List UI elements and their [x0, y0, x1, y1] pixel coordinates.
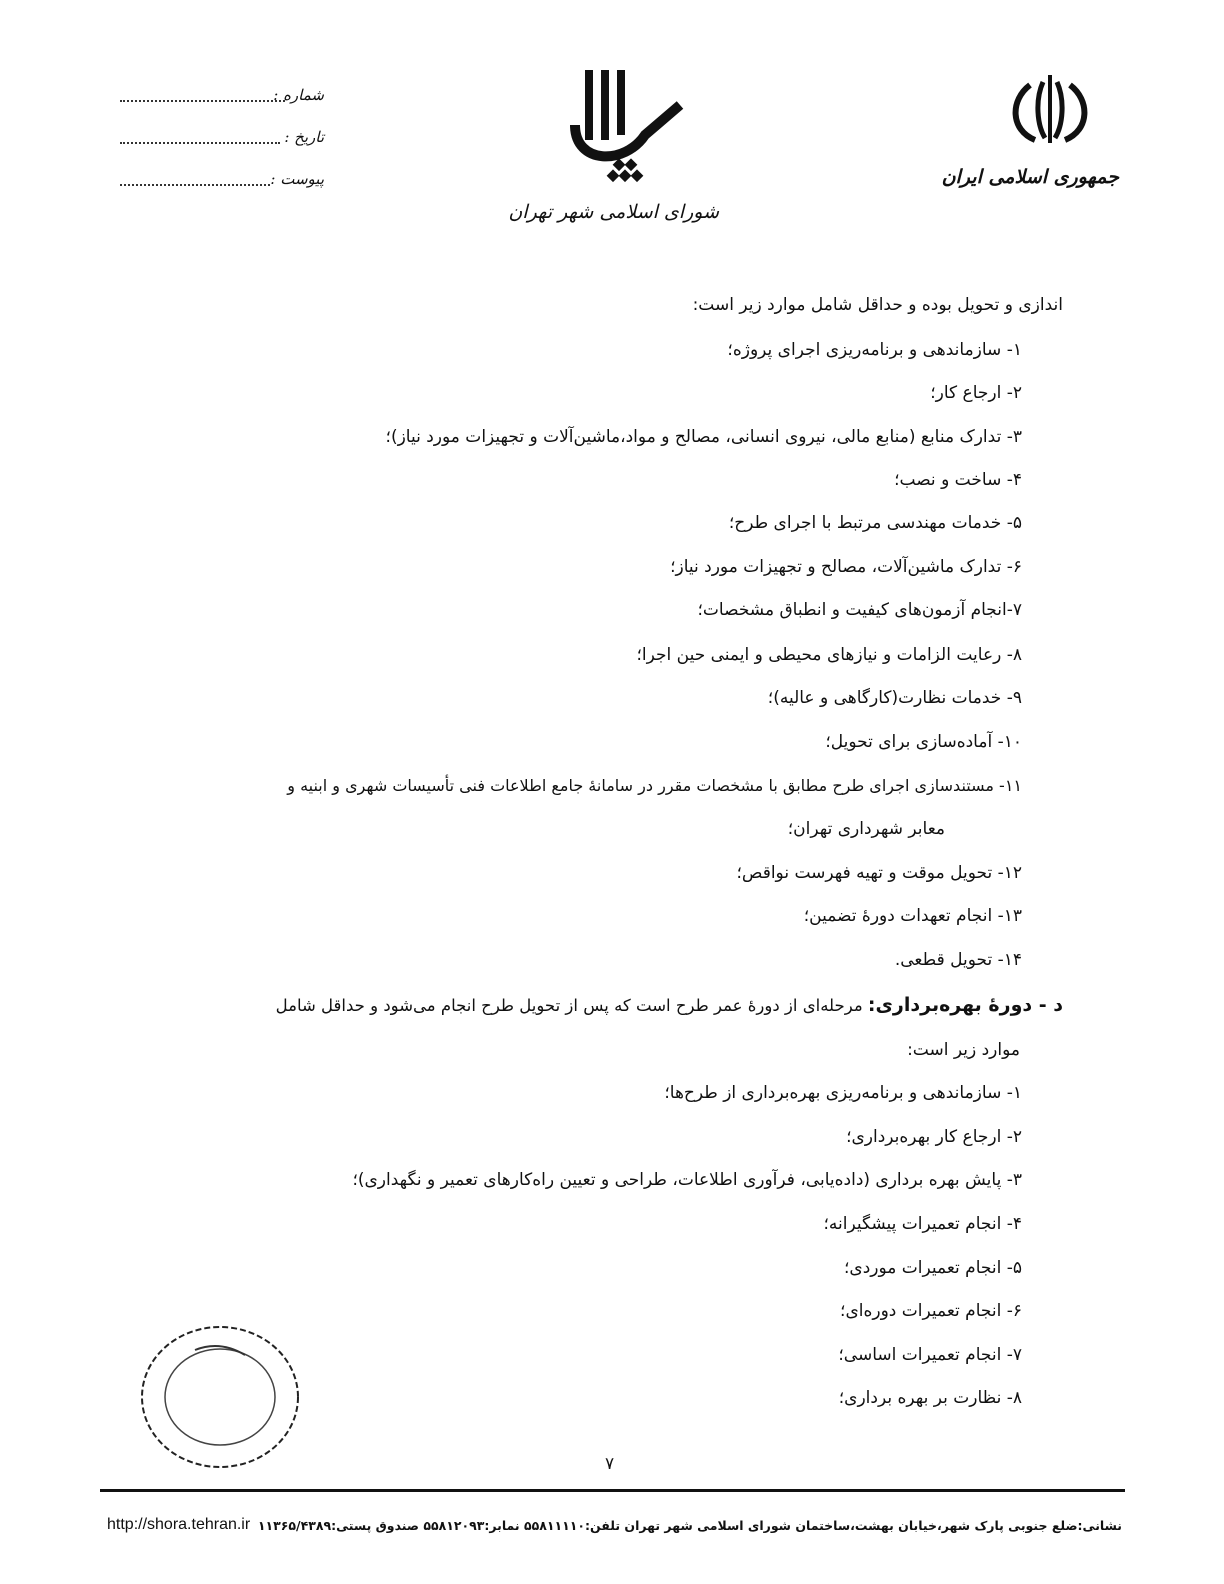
footer-divider	[100, 1489, 1125, 1492]
intro-text: اندازی و تحویل بوده و حداقل شامل موارد زیر است:	[692, 295, 1063, 315]
list-item: ۷- انجام تعمیرات اساسی؛	[838, 1345, 1022, 1365]
list-item: ۳- تدارک منابع (منابع مالی، نیروی انسانی، مصالح و مواد،ماشین‌آلات و تجهیزات مورد نیاز)؛	[385, 427, 1022, 447]
list-item: ۱- سازماندهی و برنامه‌ریزی اجرای پروژه؛	[727, 340, 1022, 360]
list-item: ۱۰- آماده‌سازی برای تحویل؛	[825, 732, 1022, 752]
list-item: ۲- ارجاع کار؛	[930, 383, 1022, 403]
section-d-paragraph	[276, 993, 1063, 1018]
country-name: جمهوری اسلامی ایران	[941, 166, 1119, 188]
list-item: ۴- ساخت و نصب؛	[894, 470, 1022, 490]
list-item: ۶- انجام تعمیرات دوره‌ای؛	[840, 1301, 1022, 1321]
council-name: شورای اسلامی شهر تهران	[508, 201, 719, 223]
list-item: ۸- رعایت الزامات و نیازهای محیطی و ایمنی حین اجرا؛	[636, 645, 1022, 665]
section-d-continuation: موارد زیر است:	[907, 1040, 1020, 1060]
date-field	[120, 142, 280, 144]
section-d-heading: د - دورهٔ بهره‌برداری:	[867, 994, 1063, 1016]
list-item: ۵- انجام تعمیرات موردی؛	[844, 1258, 1022, 1278]
list-item: ۹- خدمات نظارت(کارگاهی و عالیه)؛	[767, 688, 1022, 708]
list-item: ۳- پایش بهره برداری (داده‌یابی، فرآوری اطلاعات، طراحی و تعیین راه‌کارهای تعمیر و نگهداری)؛	[352, 1170, 1022, 1190]
list-item: ۶- تدارک ماشین‌آلات، مصالح و تجهیزات مورد نیاز؛	[670, 557, 1022, 577]
website-link[interactable]: http://shora.tehran.ir	[107, 1516, 251, 1533]
number-field	[120, 100, 285, 102]
list-item: ۸- نظارت بر بهره برداری؛	[838, 1388, 1022, 1408]
list-item: ۱۳- انجام تعهدات دورهٔ تضمین؛	[803, 906, 1022, 926]
list-item: ۷-انجام آزمون‌های کیفیت و انطباق مشخصات؛	[697, 600, 1022, 620]
official-stamp	[135, 1320, 305, 1475]
date-label: تاریخ :	[284, 128, 324, 146]
list-item-continuation: معابر شهرداری تهران؛	[787, 819, 945, 839]
number-label: شماره :	[273, 86, 324, 104]
list-item: ۴- انجام تعمیرات پیشگیرانه؛	[823, 1214, 1022, 1234]
list-item: ۲- ارجاع کار بهره‌برداری؛	[846, 1127, 1022, 1147]
list-item: ۱- سازماندهی و برنامه‌ریزی بهره‌برداری از طرح‌ها؛	[664, 1083, 1022, 1103]
list-item: ۱۲- تحویل موقت و تهیه فهرست نواقص؛	[736, 863, 1022, 883]
page-number: ۷	[605, 1454, 615, 1474]
footer-address: نشانی:ضلع جنوبی پارک شهر،خیابان بهشت،ساختمان شورای اسلامی شهر تهران تلفن:۵۵۸۱۱۱۱۰ نمابر:۵۵۸۱۲۰۹۳ صندوق پستی:۱۱۳۶۵/۴۳۸۹	[257, 1518, 1122, 1533]
attachment-label: پیوست :	[270, 170, 324, 188]
list-item: ۵- خدمات مهندسی مرتبط با اجرای طرح؛	[728, 513, 1022, 533]
list-item: ۱۱- مستندسازی اجرای طرح مطابق با مشخصات مقرر در سامانهٔ جامع اطلاعات فنی تأسیسات شهری و ابنیه و	[287, 776, 1022, 795]
attachment-field	[120, 184, 270, 186]
iran-emblem-icon	[1005, 70, 1095, 150]
tehran-council-logo	[565, 65, 685, 195]
section-d-text: مرحله‌ای از دورهٔ عمر طرح است که پس از تحویل طرح انجام می‌شود و حداقل شامل	[275, 996, 868, 1015]
list-item: ۱۴- تحویل قطعی.	[894, 950, 1022, 970]
